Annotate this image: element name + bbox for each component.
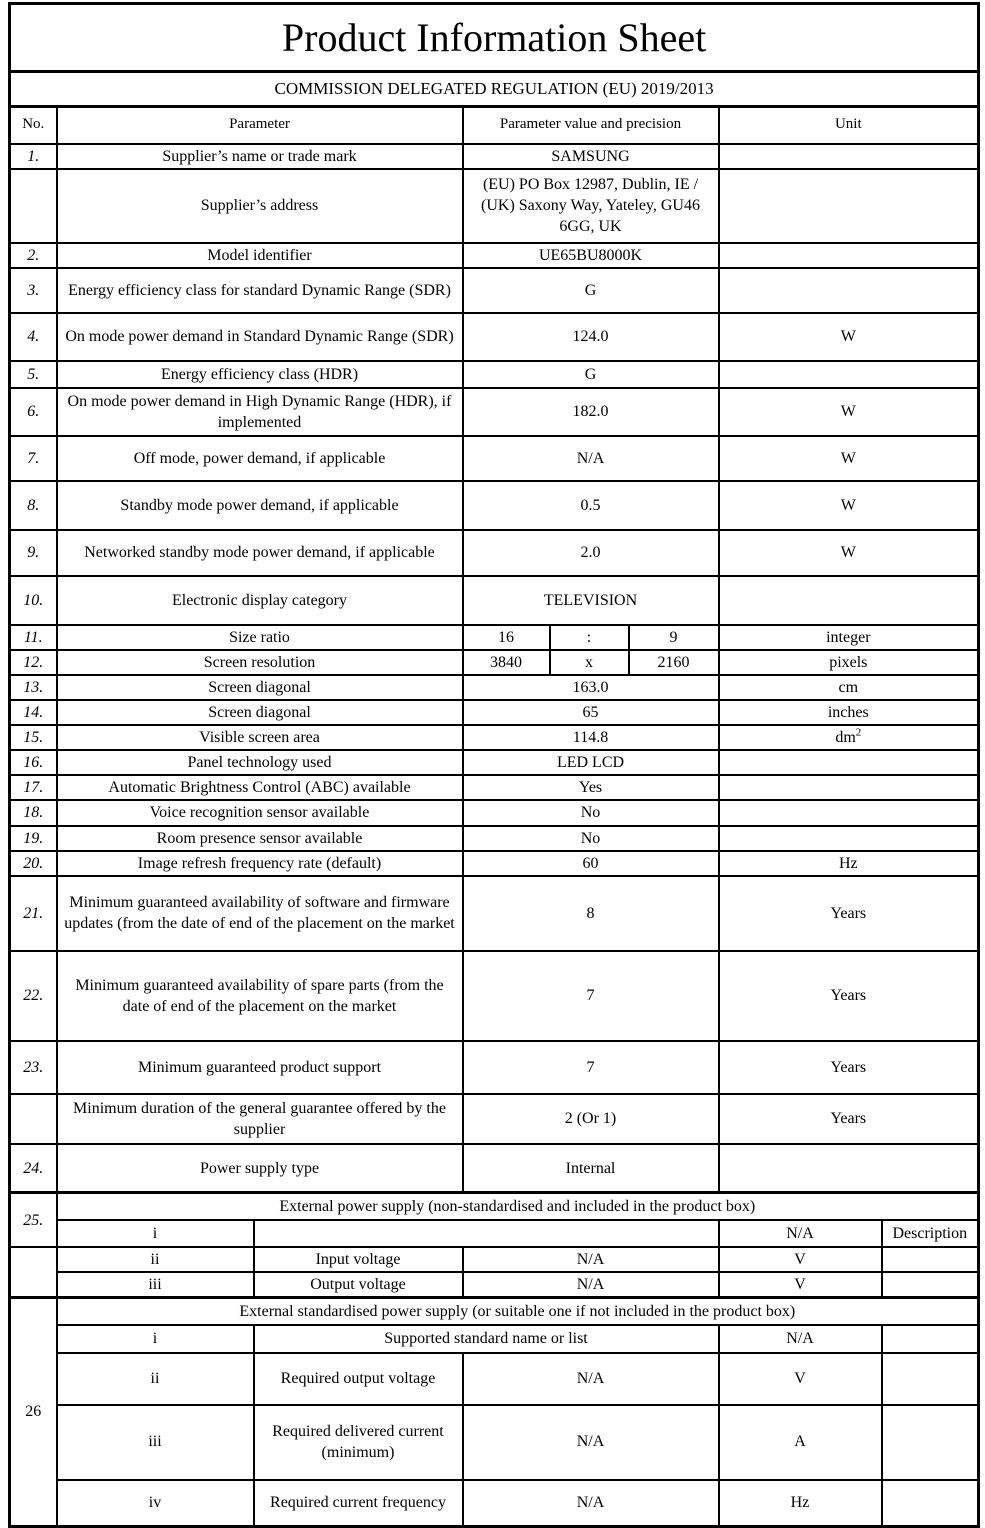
cell-unit: W <box>719 481 979 530</box>
cell-no: 16. <box>10 750 57 775</box>
cell-value: N/A <box>463 1480 719 1527</box>
table-row-7 <box>10 436 979 481</box>
cell-parameter: Screen resolution <box>57 650 463 675</box>
cell-parameter: Electronic display category <box>57 576 463 625</box>
cell-parameter: Required delivered current (minimum) <box>254 1405 463 1480</box>
cell-unit <box>719 800 979 825</box>
cell-no: 23. <box>10 1041 57 1094</box>
cell-extra <box>882 1405 979 1480</box>
cell-value: 2 (Or 1) <box>463 1094 719 1144</box>
cell-value: N/A <box>463 1353 719 1405</box>
table-row-4 <box>10 313 979 361</box>
cell-parameter: Networked standby mode power demand, if applicable <box>57 530 463 576</box>
cell-parameter: Size ratio <box>57 625 463 650</box>
table-row-3 <box>10 268 979 313</box>
cell-parameter: Voice recognition sensor available <box>57 800 463 825</box>
cell-value: N/A <box>463 1247 719 1272</box>
cell-parameter: Panel technology used <box>57 750 463 775</box>
cell-value-second: 2160 <box>629 650 719 675</box>
cell-unit <box>719 750 979 775</box>
cell-unit: V <box>719 1247 882 1272</box>
cell-unit: W <box>719 313 979 361</box>
cell-no: 2. <box>10 243 57 268</box>
cell-unit <box>719 576 979 625</box>
cell-parameter: Power supply type <box>57 1144 463 1193</box>
cell-unit: W <box>719 436 979 481</box>
cell-wide <box>254 1220 719 1247</box>
cell-unit: V <box>719 1353 882 1405</box>
cell-value: 163.0 <box>463 675 719 700</box>
table-row-24 <box>10 1144 979 1193</box>
section-26-row-iv <box>10 1480 979 1527</box>
table-row-2 <box>10 243 979 268</box>
subtitle-row <box>10 72 979 107</box>
cell-subindex: iii <box>57 1272 254 1298</box>
cell-value-separator: : <box>550 625 629 650</box>
cell-unit: Hz <box>719 1480 882 1527</box>
cell-extra <box>882 1247 979 1272</box>
section-26-row-ii <box>10 1353 979 1405</box>
cell-unit <box>719 826 979 851</box>
unit-base: dm <box>835 729 856 747</box>
cell-value: Yes <box>463 775 719 800</box>
cell-unit: W <box>719 388 979 436</box>
cell-parameter: Minimum guaranteed product support <box>57 1041 463 1094</box>
cell-value-first: 3840 <box>463 650 550 675</box>
table-row-20 <box>10 851 979 876</box>
table-row-10 <box>10 576 979 625</box>
cell-extra <box>882 1480 979 1527</box>
cell-value: N/A <box>463 1272 719 1298</box>
cell-value: 8 <box>463 876 719 951</box>
cell-parameter: Screen diagonal <box>57 700 463 725</box>
cell-extra: Description <box>882 1220 979 1247</box>
cell-no: 6. <box>10 388 57 436</box>
product-information-table <box>8 2 980 1528</box>
cell-parameter: Off mode, power demand, if applicable <box>57 436 463 481</box>
cell-parameter: Minimum guaranteed availability of software and firmware updates (from the date of end of the placement on the market <box>57 876 463 951</box>
cell-unit: N/A <box>719 1220 882 1247</box>
cell-parameter: Input voltage <box>254 1247 463 1272</box>
cell-parameter: Required current frequency <box>254 1480 463 1527</box>
section-26-row-iii <box>10 1405 979 1480</box>
cell-unit: A <box>719 1405 882 1480</box>
cell-value: 2.0 <box>463 530 719 576</box>
cell-unit: Hz <box>719 851 979 876</box>
cell-value: TELEVISION <box>463 576 719 625</box>
cell-unit <box>719 725 979 750</box>
cell-unit: Years <box>719 1041 979 1094</box>
cell-no <box>10 169 57 243</box>
cell-extra <box>882 1325 979 1353</box>
cell-value: 114.8 <box>463 725 719 750</box>
table-row-guarantee <box>10 1094 979 1144</box>
cell-unit <box>719 361 979 388</box>
table-row-14 <box>10 700 979 725</box>
cell-no: 24. <box>10 1144 57 1193</box>
cell-no: 9. <box>10 530 57 576</box>
table-row-21 <box>10 876 979 951</box>
table-row-23 <box>10 1041 979 1094</box>
cell-unit <box>719 268 979 313</box>
table-row-9 <box>10 530 979 576</box>
table-row-22 <box>10 951 979 1041</box>
cell-parameter: Supplier’s address <box>57 169 463 243</box>
unit-superscript: 2 <box>855 726 862 739</box>
cell-value: LED LCD <box>463 750 719 775</box>
cell-no: 13. <box>10 675 57 700</box>
table-row-17 <box>10 775 979 800</box>
cell-parameter: On mode power demand in Standard Dynamic Range (SDR) <box>57 313 463 361</box>
cell-parameter: Energy efficiency class for standard Dynamic Range (SDR) <box>57 268 463 313</box>
cell-value: G <box>463 361 719 388</box>
cell-value: 182.0 <box>463 388 719 436</box>
cell-parameter: On mode power demand in High Dynamic Range (HDR), if implemented <box>57 388 463 436</box>
cell-no: 4. <box>10 313 57 361</box>
cell-no: 22. <box>10 951 57 1041</box>
cell-no <box>10 1247 57 1298</box>
cell-no: 21. <box>10 876 57 951</box>
cell-value-separator: x <box>550 650 629 675</box>
cell-no: 5. <box>10 361 57 388</box>
cell-no: 19. <box>10 826 57 851</box>
table-row-supplier-address <box>10 169 979 243</box>
cell-parameter: Required output voltage <box>254 1353 463 1405</box>
cell-value: No <box>463 800 719 825</box>
table-row-11 <box>10 625 979 650</box>
cell-unit: pixels <box>719 650 979 675</box>
cell-value: 65 <box>463 700 719 725</box>
cell-value: N/A <box>463 436 719 481</box>
cell-unit: integer <box>719 625 979 650</box>
section-26-header-row <box>10 1298 979 1325</box>
cell-unit <box>719 169 979 243</box>
cell-value-second: 9 <box>629 625 719 650</box>
cell-unit: W <box>719 530 979 576</box>
section-26-header: External standardised power supply (or suitable one if not included in the product box) <box>57 1298 979 1325</box>
cell-no: 14. <box>10 700 57 725</box>
table-row-15 <box>10 725 979 750</box>
cell-no <box>10 1094 57 1144</box>
cell-value: 60 <box>463 851 719 876</box>
cell-unit <box>719 775 979 800</box>
header-row <box>10 107 979 144</box>
table-row-19 <box>10 826 979 851</box>
cell-value-first: 16 <box>463 625 550 650</box>
table-row-13 <box>10 675 979 700</box>
cell-no: 7. <box>10 436 57 481</box>
col-header-no: No. <box>10 107 57 144</box>
cell-no: 20. <box>10 851 57 876</box>
page-title: Product Information Sheet <box>10 4 979 72</box>
cell-parameter: Standby mode power demand, if applicable <box>57 481 463 530</box>
cell-unit: cm <box>719 675 979 700</box>
cell-parameter: Image refresh frequency rate (default) <box>57 851 463 876</box>
cell-value: No <box>463 826 719 851</box>
table-row-6 <box>10 388 979 436</box>
cell-value: SAMSUNG <box>463 144 719 169</box>
cell-value: N/A <box>463 1405 719 1480</box>
table-row-12 <box>10 650 979 675</box>
cell-value: (EU) PO Box 12987, Dublin, IE / (UK) Saxony Way, Yateley, GU46 6GG, UK <box>463 169 719 243</box>
cell-unit <box>719 144 979 169</box>
cell-no: 3. <box>10 268 57 313</box>
cell-subindex: ii <box>57 1247 254 1272</box>
cell-unit: Years <box>719 951 979 1041</box>
cell-no: 17. <box>10 775 57 800</box>
cell-extra <box>882 1272 979 1298</box>
cell-subindex: iii <box>57 1405 254 1480</box>
cell-unit: inches <box>719 700 979 725</box>
cell-subindex: i <box>57 1325 254 1353</box>
cell-parameter: Minimum guaranteed availability of spare parts (from the date of end of the placement on the market <box>57 951 463 1041</box>
cell-unit <box>719 243 979 268</box>
cell-parameter: Minimum duration of the general guarantee offered by the supplier <box>57 1094 463 1144</box>
col-header-parameter: Parameter <box>57 107 463 144</box>
table-row-5 <box>10 361 979 388</box>
cell-extra <box>882 1353 979 1405</box>
cell-no: 12. <box>10 650 57 675</box>
cell-parameter: Model identifier <box>57 243 463 268</box>
cell-no: 26 <box>10 1298 57 1527</box>
cell-no: 25. <box>10 1193 57 1247</box>
cell-no: 11. <box>10 625 57 650</box>
col-header-value: Parameter value and precision <box>463 107 719 144</box>
title-row <box>10 4 979 72</box>
table-row-18 <box>10 800 979 825</box>
cell-no: 10. <box>10 576 57 625</box>
col-header-unit: Unit <box>719 107 979 144</box>
cell-unit <box>719 1144 979 1193</box>
table-row-8 <box>10 481 979 530</box>
cell-parameter: Screen diagonal <box>57 675 463 700</box>
cell-unit: V <box>719 1272 882 1298</box>
cell-value: 7 <box>463 1041 719 1094</box>
cell-value: Internal <box>463 1144 719 1193</box>
cell-unit: Years <box>719 1094 979 1144</box>
cell-no: 18. <box>10 800 57 825</box>
section-25-row-i <box>10 1220 979 1247</box>
table-row-16 <box>10 750 979 775</box>
cell-no: 8. <box>10 481 57 530</box>
cell-parameter: Automatic Brightness Control (ABC) available <box>57 775 463 800</box>
cell-value: UE65BU8000K <box>463 243 719 268</box>
table-row-1 <box>10 144 979 169</box>
section-25-row-iii <box>10 1272 979 1298</box>
cell-value: 0.5 <box>463 481 719 530</box>
cell-no: 1. <box>10 144 57 169</box>
cell-parameter: Room presence sensor available <box>57 826 463 851</box>
cell-subindex: i <box>57 1220 254 1247</box>
section-25-row-ii <box>10 1247 979 1272</box>
cell-value: 7 <box>463 951 719 1041</box>
cell-unit: N/A <box>719 1325 882 1353</box>
section-25-header: External power supply (non-standardised and included in the product box) <box>57 1193 979 1220</box>
cell-subindex: ii <box>57 1353 254 1405</box>
cell-value: G <box>463 268 719 313</box>
cell-no: 15. <box>10 725 57 750</box>
section-26-row-i <box>10 1325 979 1353</box>
section-25-header-row <box>10 1193 979 1220</box>
cell-parameter: Supplier’s name or trade mark <box>57 144 463 169</box>
cell-unit: Years <box>719 876 979 951</box>
cell-value: 124.0 <box>463 313 719 361</box>
cell-subindex: iv <box>57 1480 254 1527</box>
regulation-subtitle: COMMISSION DELEGATED REGULATION (EU) 2019/2013 <box>10 72 979 107</box>
cell-parameter: Output voltage <box>254 1272 463 1298</box>
cell-parameter: Visible screen area <box>57 725 463 750</box>
cell-wide: Supported standard name or list <box>254 1325 719 1353</box>
cell-parameter: Energy efficiency class (HDR) <box>57 361 463 388</box>
